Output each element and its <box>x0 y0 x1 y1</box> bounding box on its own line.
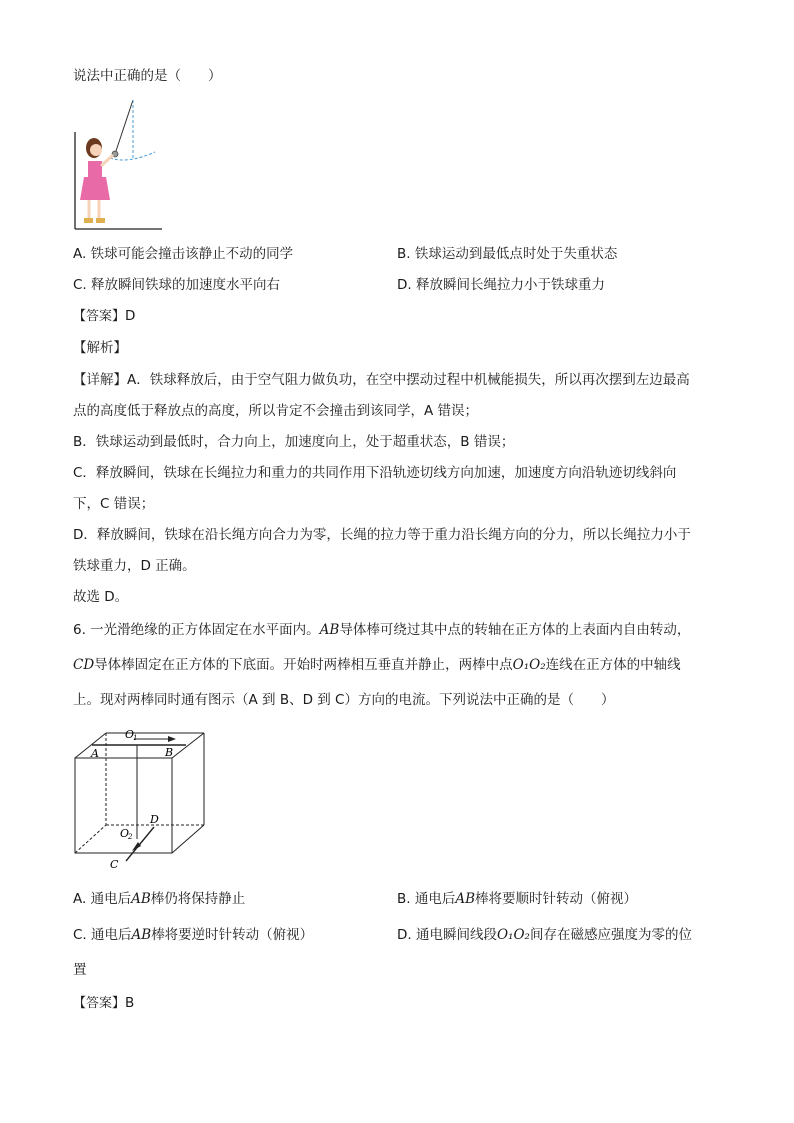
option-text: 棒仍将保持静止 <box>150 891 246 907</box>
q6-stem-line-1 <box>73 620 690 640</box>
q6-stem-text: 6. 一光滑绝缘的正方体固定在水平面内。 <box>73 622 320 638</box>
q6-math-o1o2: O₁O₂ <box>512 657 546 673</box>
detail-line-4: C．释放瞬间，铁球在长绳拉力和重力的共同作用下沿轨迹切线方向加速，加速度方向沿轨迹切线斜向 <box>73 465 677 481</box>
q6-option-a <box>73 889 245 909</box>
detail-line-3: B．铁球运动到最低时，合力向上，加速度向上，处于超重状态，B 错误； <box>73 434 515 450</box>
question-stem-tail: 说法中正确的是（ ） <box>73 68 222 84</box>
detail-line-2: 点的高度低于释放点的高度，所以肯定不会撞击到该同学，A 错误； <box>73 403 479 419</box>
answer-tag: 【答案】 <box>73 996 126 1011</box>
detail-line-6: D．释放瞬间，铁球在沿长绳方向合力为零，长绳的拉力等于重力沿长绳方向的分力，所以长绳拉力小于 <box>73 527 691 543</box>
conclusion: 故选 D。 <box>73 589 129 605</box>
option-text: 间存在磁感应强度为零的位 <box>529 927 692 943</box>
q6-option-d-wrap: 置 <box>73 962 87 978</box>
option-math: AB <box>131 891 151 907</box>
label-c: C <box>110 858 119 871</box>
analysis-tag: 【解析】 <box>73 340 127 356</box>
cube-figure <box>70 725 210 875</box>
label-d: D <box>150 813 159 826</box>
option-text: 棒将要逆时针转动（俯视） <box>151 927 314 943</box>
detail-line-5: 下，C 错误； <box>73 496 155 512</box>
answer-value: B <box>125 995 135 1011</box>
option-text: B. 通电后 <box>397 891 456 907</box>
q6-option-d <box>397 925 692 945</box>
option-text: 棒将要顺时针转动（俯视） <box>475 891 638 907</box>
option-a: A. 铁球可能会撞击该静止不动的同学 <box>73 246 294 262</box>
label-o2-sub: 2 <box>128 833 133 841</box>
q6-stem-line-2 <box>73 655 681 675</box>
option-math: O₁O₂ <box>496 927 530 943</box>
detail-line-7: 铁球重力，D 正确。 <box>73 558 196 574</box>
option-text: C. 通电后 <box>73 927 132 943</box>
option-math: AB <box>131 927 152 943</box>
option-text: A. 通电后 <box>73 891 132 907</box>
q6-stem-text: 连线在正方体的中轴线 <box>545 657 681 673</box>
q6-stem-text: 导体棒固定在正方体的下底面。开始时两棒相互垂直并静止，两棒中点 <box>94 657 513 673</box>
pendulum-figure <box>70 96 170 232</box>
q6-option-b <box>397 889 637 909</box>
label-o1: O <box>125 728 135 741</box>
option-c: C. 释放瞬间铁球的加速度水平向右 <box>73 277 281 293</box>
label-a: A <box>91 747 99 760</box>
q6-answer-line <box>73 993 134 1014</box>
q6-math-ab: AB <box>319 622 340 638</box>
q6-stem-line-3: 上。现对两棒同时通有图示（A 到 B、D 到 C）方向的电流。下列说法中正确的是（ ） <box>73 692 615 708</box>
detail-line-1: 【详解】A．铁球释放后，由于空气阻力做负功，在空中摆动过程中机械能损失，所以再次摆到左边最高 <box>73 372 690 388</box>
q6-stem-text: 导体棒可绕过其中点的转轴在正方体的上表面内自由转动， <box>339 622 691 638</box>
answer-value: D <box>125 308 136 324</box>
label-o1-sub: 1 <box>133 734 138 742</box>
q6-option-c <box>73 925 313 945</box>
answer-line <box>73 306 135 327</box>
option-b: B. 铁球运动到最低点时处于失重状态 <box>397 246 618 262</box>
label-o2: O <box>120 827 130 840</box>
q6-math-cd: CD <box>73 657 95 673</box>
answer-tag: 【答案】 <box>73 309 126 324</box>
label-b: B <box>165 746 174 759</box>
option-math: AB <box>455 891 476 907</box>
option-text: D. 通电瞬间线段 <box>397 927 497 943</box>
option-d: D. 释放瞬间长绳拉力小于铁球重力 <box>397 277 605 293</box>
